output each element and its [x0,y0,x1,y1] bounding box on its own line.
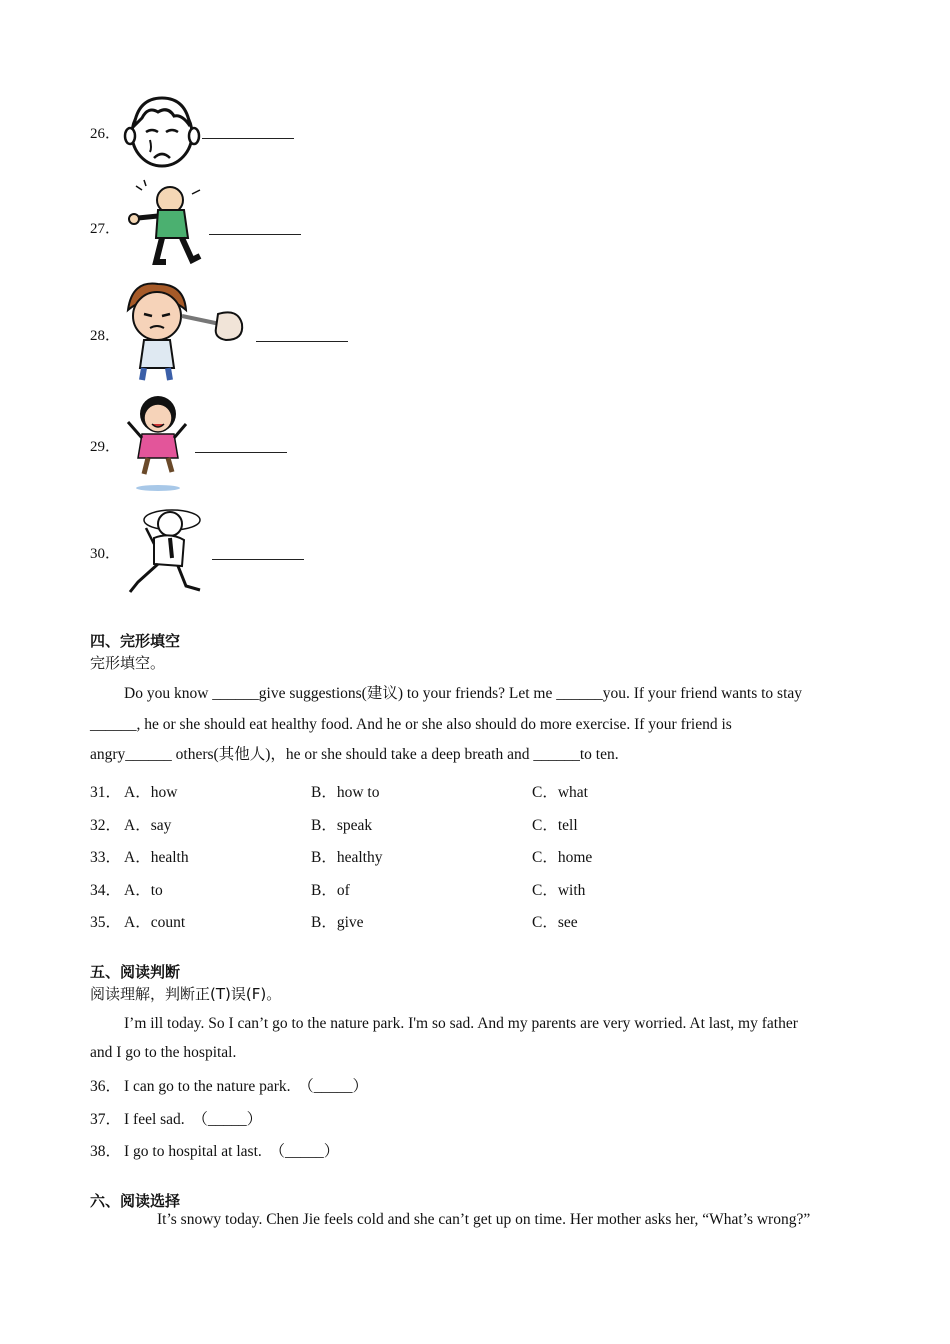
option-c[interactable]: C．what [532,784,588,801]
option-c[interactable]: C．see [532,914,578,931]
option-b[interactable]: B．how to [311,784,380,801]
question-number: 34． [90,882,122,899]
answer-blank-28[interactable] [256,340,348,342]
crying-face-icon [124,92,202,170]
true-false-item[interactable]: I feel sad. （_____） [124,1111,263,1128]
question-number-29: 29． [90,439,121,455]
question-number: 31． [90,784,122,801]
injection-boy-icon [122,280,250,384]
cloze-passage-line: Do you know ______give suggestions(建议) to your friends? Let me ______you. If your friend wants to stay [124,685,803,702]
question-number-27: 27． [90,221,121,237]
true-false-item[interactable]: I can go to the nature park. （_____） [124,1078,369,1095]
question-number: 33． [90,849,122,866]
question-number: 38． [90,1143,122,1160]
question-number: 32． [90,817,122,834]
section-6-heading: 六、阅读选择 [90,1192,181,1210]
angry-man-icon [122,180,212,270]
option-b[interactable]: B．healthy [311,849,383,866]
option-a[interactable]: A．to [124,882,163,899]
answer-blank-30[interactable] [212,558,304,560]
tired-man-icon [124,502,208,600]
option-c[interactable]: C．with [532,882,586,899]
option-c[interactable]: C．tell [532,817,578,834]
question-number-26: 26． [90,126,121,142]
answer-blank-26[interactable] [202,137,294,139]
option-a[interactable]: A．count [124,914,186,931]
cloze-passage-line: ______, he or she should eat healthy food. And he or she also should do more exercise. If your friend is [90,716,732,733]
option-a[interactable]: A．say [124,817,172,834]
section-4-heading: 四、完形填空 [90,632,181,650]
question-number: 36． [90,1078,122,1095]
question-number: 35． [90,914,122,931]
option-b[interactable]: B．give [311,914,364,931]
answer-blank-27[interactable] [209,233,301,235]
option-b[interactable]: B．of [311,882,350,899]
question-number: 37． [90,1111,122,1128]
option-a[interactable]: A．how [124,784,178,801]
happy-girl-icon [124,392,192,494]
section-5-heading: 五、阅读判断 [90,963,181,981]
question-number-28: 28． [90,328,121,344]
reading-passage-line: It’s snowy today. Chen Jie feels cold and she can’t get up on time. Her mother asks her, “What’s wrong?” [157,1211,811,1228]
section-4-instruction: 完形填空。 [90,654,166,672]
option-a[interactable]: A．health [124,849,189,866]
option-b[interactable]: B．speak [311,817,373,834]
true-false-item[interactable]: I go to hospital at last. （_____） [124,1143,340,1160]
section-5-instruction: 阅读理解，判断正(T)误(F)。 [90,985,282,1003]
answer-blank-29[interactable] [195,451,287,453]
option-c[interactable]: C．home [532,849,593,866]
cloze-passage-line: angry______ others(其他人)，he or she should take a deep breath and ______to ten. [90,746,619,763]
question-number-30: 30． [90,546,121,562]
reading-passage-line: I’m ill today. So I can’t go to the nature park. I'm so sad. And my parents are very worried. At last, my father [124,1015,798,1032]
reading-passage-line: and I go to the hospital. [90,1044,237,1061]
